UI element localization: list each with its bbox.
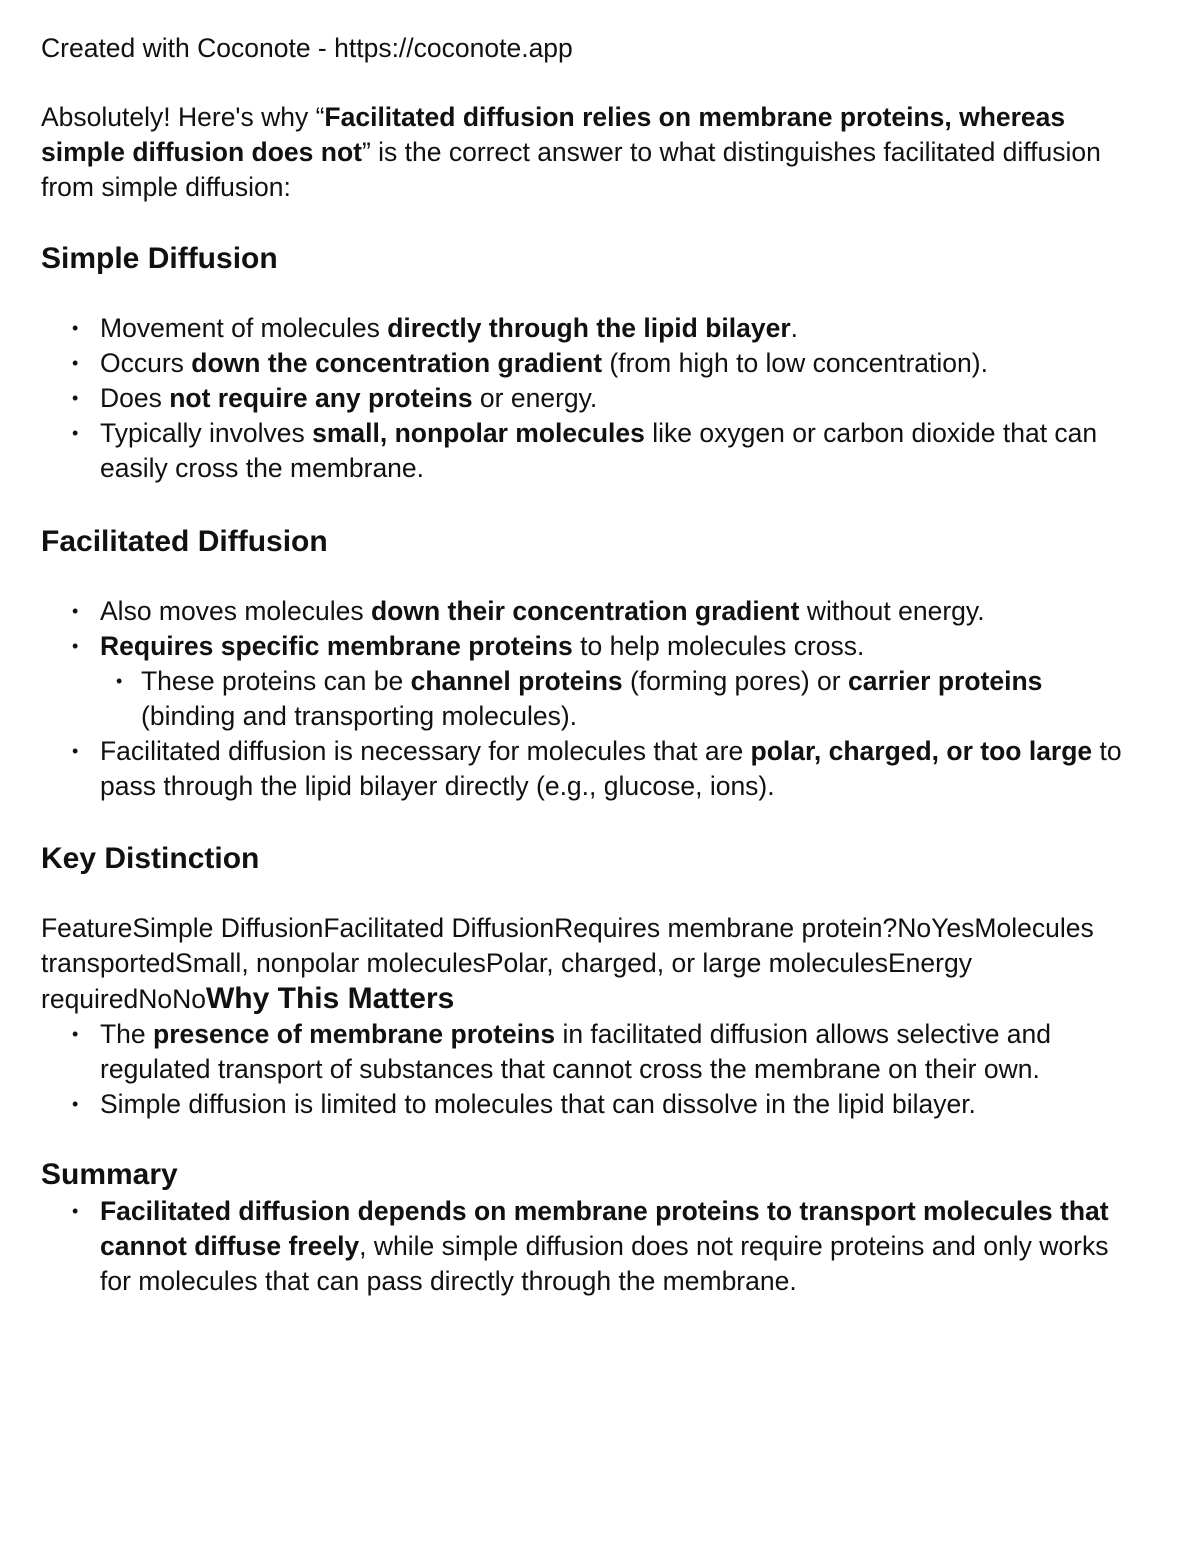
item-text: , while simple diffusion does not require proteins and only works for molecules that can pass directly through the membrane.: [100, 1231, 1109, 1296]
facilitated-diffusion-list: [41, 594, 1141, 804]
item-text: Typically involves: [100, 418, 313, 448]
item-text: Facilitated diffusion is necessary for molecules that are: [100, 736, 751, 766]
item-text: without energy.: [799, 596, 985, 626]
item-text: These proteins can be: [141, 666, 411, 696]
item-bold: presence of membrane proteins: [153, 1019, 556, 1049]
item-text: Occurs: [100, 348, 192, 378]
item-bold: Requires specific membrane proteins: [100, 631, 573, 661]
item-text: .: [790, 313, 799, 343]
heading-facilitated-diffusion: Facilitated Diffusion: [41, 525, 328, 558]
list-item: [41, 1087, 1141, 1122]
item-bold: not require any proteins: [169, 383, 473, 413]
source-header: Created with Coconote - https://coconote.app: [41, 33, 573, 63]
item-bold: Facilitated diffusion depends on membrane proteins to transport molecules that cannot diffuse freely: [100, 1196, 1109, 1261]
intro-answer-bold: Facilitated diffusion relies on membrane proteins, whereas simple diffusion does not: [41, 102, 1066, 167]
protein-types-sublist: [100, 664, 1141, 734]
document-page: [41, 31, 1141, 1299]
list-item: [41, 594, 1141, 629]
list-item: [41, 1017, 1141, 1087]
heading-summary: Summary: [41, 1158, 178, 1191]
item-bold: channel proteins: [410, 666, 623, 696]
item-text: (from high to low concentration).: [602, 348, 988, 378]
intro-paragraph: [41, 100, 1141, 205]
simple-diffusion-list: [41, 311, 1141, 486]
item-text: Movement of molecules: [100, 313, 388, 343]
list-item: [41, 1194, 1141, 1299]
item-text: The: [100, 1019, 154, 1049]
item-text: (binding and transporting molecules).: [141, 701, 578, 731]
item-text: Does: [100, 383, 170, 413]
why-this-matters-list: [41, 1017, 1141, 1122]
heading-simple-diffusion: Simple Diffusion: [41, 242, 278, 275]
item-bold: down their concentration gradient: [371, 596, 800, 626]
table-text: FeatureSimple DiffusionFacilitated DiffusionRequires membrane protein?NoYesMolecules transportedSmall, nonpolar moleculesPolar, charged, or large moleculesEnergy requiredNoNo: [41, 913, 1094, 1014]
flattened-comparison-table: [41, 911, 1141, 1017]
list-item: [41, 381, 1141, 416]
item-text: Also moves molecules: [100, 596, 371, 626]
list-item: [41, 629, 1141, 734]
item-text: to help molecules cross.: [572, 631, 865, 661]
list-item: [41, 734, 1141, 804]
item-text: Simple diffusion is limited to molecules that can dissolve in the lipid bilayer.: [100, 1089, 976, 1119]
list-item: [41, 346, 1141, 381]
item-text: like oxygen or carbon dioxide that can easily cross the membrane.: [100, 418, 1098, 483]
item-bold: down the concentration gradient: [191, 348, 603, 378]
item-bold: polar, charged, or too large: [750, 736, 1093, 766]
list-item: [41, 416, 1141, 486]
sub-list-item: [100, 664, 1141, 734]
heading-key-distinction: Key Distinction: [41, 842, 260, 875]
intro-text-before: Absolutely! Here's why “: [41, 102, 325, 132]
item-bold: carrier proteins: [847, 666, 1043, 696]
intro-text-after: ” is the correct answer to what distinguishes facilitated diffusion from simple diffusion:: [41, 137, 1101, 202]
list-item: [41, 311, 1141, 346]
item-text: or energy.: [472, 383, 598, 413]
heading-why-this-matters: Why This Matters: [205, 982, 455, 1015]
item-text: in facilitated diffusion allows selective and regulated transport of substances that cannot cross the membrane on their own.: [100, 1019, 1052, 1084]
item-text: (forming pores) or: [622, 666, 848, 696]
summary-list: [41, 1194, 1141, 1299]
item-bold: directly through the lipid bilayer: [387, 313, 791, 343]
item-bold: small, nonpolar molecules: [312, 418, 645, 448]
item-text: to pass through the lipid bilayer directly (e.g., glucose, ions).: [100, 736, 1122, 801]
